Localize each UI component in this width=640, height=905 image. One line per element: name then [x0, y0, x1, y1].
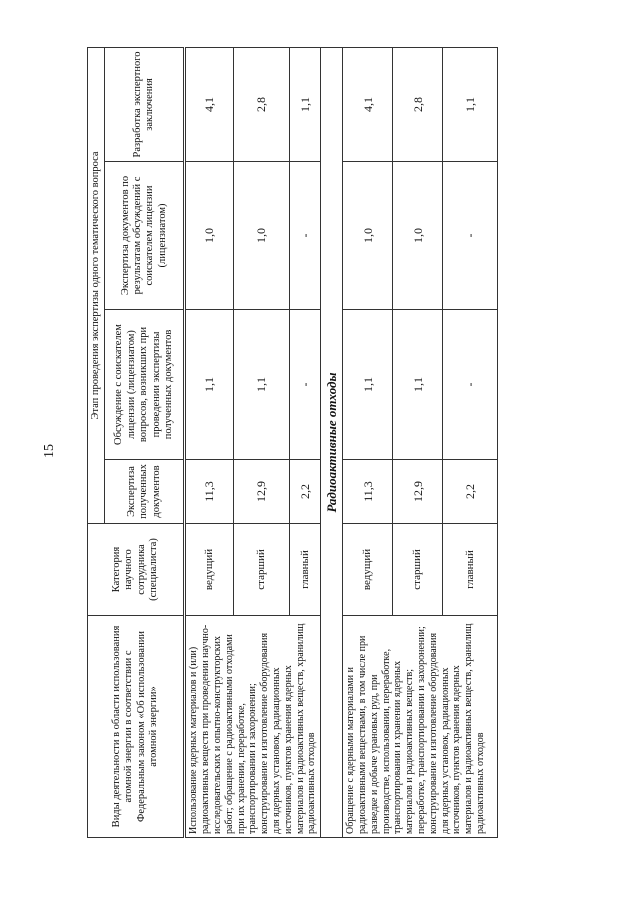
section-title: Радиоактивные отходы [321, 47, 343, 837]
value-cell: 1,1 [343, 310, 393, 460]
header-sub-3: Экспертиза документов по результатам обсуждений с соискателем лицензии (лицензиатом) [105, 162, 185, 310]
header-activity: Виды деятельности в области использования атомной энергии в соответствии с Федеральным законом «Об использовании атомной энергии» [88, 616, 185, 838]
value-cell: - [290, 162, 321, 310]
value-cell: 2,2 [290, 460, 321, 524]
value-cell: 2,8 [233, 47, 290, 161]
value-cell: 12,9 [393, 460, 443, 524]
value-cell: 1,1 [233, 310, 290, 460]
value-cell: 12,9 [233, 460, 290, 524]
value-cell: 1,0 [185, 162, 233, 310]
value-cell: 4,1 [343, 47, 393, 161]
header-sub-4: Разработка экспертного заключения [105, 47, 185, 161]
value-cell: 1,0 [393, 162, 443, 310]
value-cell: 1,0 [343, 162, 393, 310]
value-cell: 1,1 [290, 47, 321, 161]
value-cell: 11,3 [185, 460, 233, 524]
section1-category: старший [233, 524, 290, 616]
value-cell: 11,3 [343, 460, 393, 524]
value-cell: - [443, 162, 498, 310]
section2-category: ведущий [343, 524, 393, 616]
value-cell: 1,1 [393, 310, 443, 460]
value-cell: 2,2 [443, 460, 498, 524]
section1-activity: Использование ядерных материалов и (или) радиоактивных веществ при проведении научно-исследовательских и опытно-конструкторских работ; обращение с радиоактивными отходами при их хранении, переработке, транспортировании и захоронении; конструирование и изготовление оборудования для ядерных установок, радиационных источников, пунктов хранения ядерных материалов и радиоактивных веществ, хранилищ радиоактивных отходов [185, 616, 321, 838]
section1-category: главный [290, 524, 321, 616]
section2-activity: Обращение с ядерными материалами и радиоактивными веществами, в том числе при разведке и добыче урановых руд, при производстве, использовании, переработке, транспортировании и хранении ядерных материалов и радиоактивных веществ; переработке, транспортировании и захоронении; конструирование и изготовление оборудования для ядерных установок, радиационных источников, пунктов хранения ядерных материалов и радиоактивных веществ, хранилищ радиоактивных отходов [343, 616, 498, 838]
value-cell: 1,1 [443, 47, 498, 161]
header-stage: Этап проведения экспертизы одного тематического вопроса [88, 47, 105, 523]
expertise-table [87, 47, 498, 838]
value-cell: 4,1 [185, 47, 233, 161]
value-cell: - [443, 310, 498, 460]
header-sub-1: Экспертиза полученных документов [105, 460, 185, 524]
value-cell: 1,1 [185, 310, 233, 460]
page-number: 15 [42, 444, 57, 458]
section1-category: ведущий [185, 524, 233, 616]
header-category: Категория научного сотрудника (специалиста) [88, 524, 185, 616]
section2-category: главный [443, 524, 498, 616]
rotated-table-page [87, 48, 492, 838]
value-cell: - [290, 310, 321, 460]
value-cell: 1,0 [233, 162, 290, 310]
header-sub-2: Обсуждение с соискателем лицензии (лицензиатом) вопросов, возникших при проведении экспертизы полученных документов [105, 310, 185, 460]
section2-category: старший [393, 524, 443, 616]
value-cell: 2,8 [393, 47, 443, 161]
